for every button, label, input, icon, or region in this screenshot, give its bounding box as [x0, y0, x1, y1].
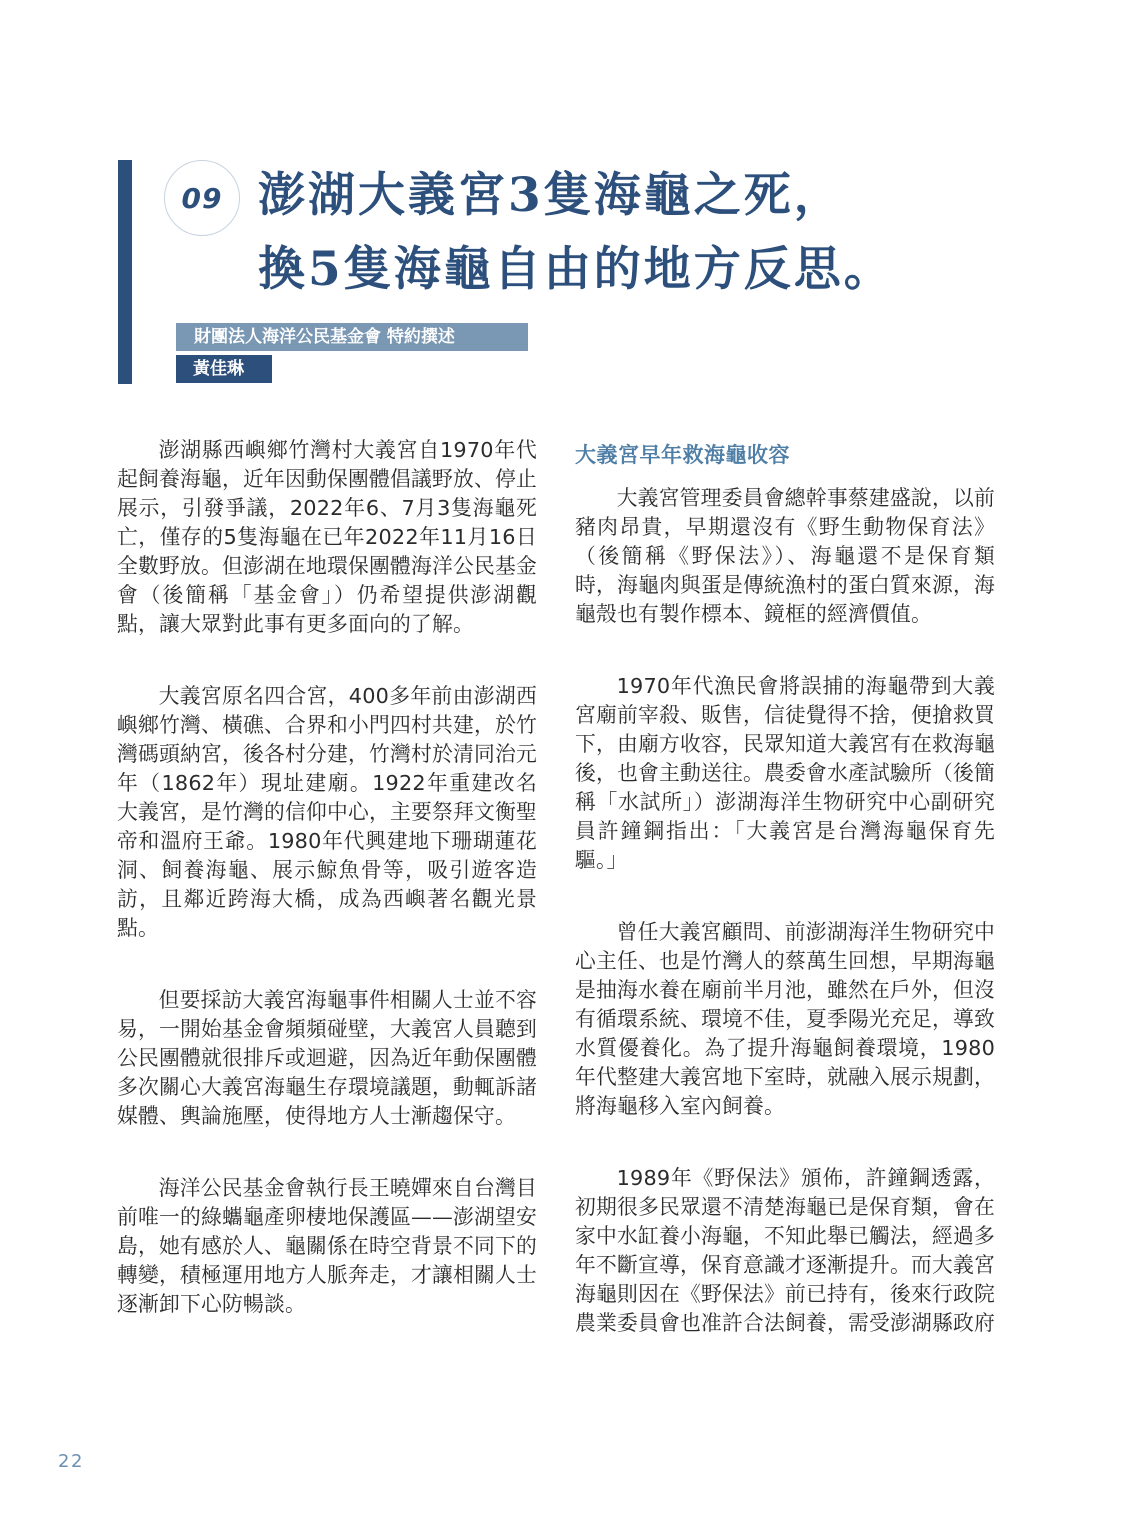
right-text-column: [575, 436, 995, 1381]
page-number: 22: [58, 1451, 84, 1472]
article-title-line-2: 換5隻海龜自由的地方反思。: [258, 242, 894, 297]
body-paragraph: 1970年代漁民會將誤捕的海龜帶到大義宮廟前宰殺、販售，信徒覺得不捨，便搶救買下，由廟方收容，民眾知道大義宮有在救海龜後，也會主動送往。農委會水產試驗所（後簡稱「水試所」）澎湖海洋生物研究中心副研究員許鐘鋼指出：「大義宮是台灣海龜保育先驅。」: [575, 674, 995, 872]
body-paragraph: 曾任大義宮顧問、前澎湖海洋生物研究中心主任、也是竹灣人的蔡萬生回想，早期海龜是抽海水養在廟前半月池，雖然在戶外，但沒有循環系統、環境不佳，夏季陽光充足，導致水質優養化。為了提升海龜飼養環境，1980年代整建大義宮地下室時，就融入展示規劃，將海龜移入室內飼養。: [575, 920, 995, 1118]
author-organization-label: 財團法人海洋公民基金會 特約撰述: [176, 323, 528, 351]
body-paragraph: 海洋公民基金會執行長王曉嬋來自台灣目前唯一的綠蠵龜產卵棲地保護區——澎湖望安島，她有感於人、龜關係在時空背景不同下的轉變，積極運用地方人脈奔走，才讓相關人士逐漸卸下心防暢談。: [117, 1176, 537, 1316]
article-number: 09: [181, 181, 223, 215]
article-number-badge: [164, 160, 240, 236]
body-paragraph: 大義宮管理委員會總幹事蔡建盛說，以前豬肉昂貴，早期還沒有《野生動物保育法》（後簡稱《野保法》）、海龜還不是保育類時，海龜肉與蛋是傳統漁村的蛋白質來源，海龜殼也有製作標本、鏡框的經濟價值。: [575, 486, 995, 626]
title-accent-bar: [118, 160, 132, 384]
left-text-column: [117, 436, 537, 1362]
article-title-line-1: 澎湖大義宮3隻海龜之死，: [258, 168, 844, 223]
body-paragraph: 澎湖縣西嶼鄉竹灣村大義宮自1970年代起飼養海龜，近年因動保團體倡議野放、停止展示，引發爭議，2022年6、7月3隻海龜死亡，僅存的5隻海龜在已年2022年11月16日全數野放。但澎湖在地環保團體海洋公民基金會（後簡稱「基金會」）仍希望提供澎湖觀點，讓大眾對此事有更多面向的了解。: [117, 438, 537, 636]
body-paragraph: 1989年《野保法》頒佈，許鐘鋼透露，初期很多民眾還不清楚海龜已是保育類，會在家中水缸養小海龜，不知此舉已觸法，經過多年不斷宣導，保育意識才逐漸提升。而大義宮海龜則因在《野保法》前已持有，後來行政院農業委員會也准許合法飼養，需受澎湖縣政府: [575, 1166, 995, 1335]
body-paragraph: 大義宮原名四合宮，400多年前由澎湖西嶼鄉竹灣、橫礁、合界和小門四村共建，於竹灣碼頭納宮，後各村分建，竹灣村於清同治元年（1862年）現址建廟。1922年重建改名大義宮，是竹灣的信仰中心，主要祭拜文衡聖帝和溫府王爺。1980年代興建地下珊瑚蓮花洞、飼養海龜、展示鯨魚骨等，吸引遊客造訪，且鄰近跨海大橋，成為西嶼著名觀光景點。: [117, 684, 537, 940]
body-paragraph: 但要採訪大義宮海龜事件相關人士並不容易，一開始基金會頻頻碰壁，大義宮人員聽到公民團體就很排斥或迴避，因為近年動保團體多次關心大義宮海龜生存環境議題，動輒訴諸媒體、輿論施壓，使得地方人士漸趨保守。: [117, 988, 537, 1128]
author-name-label: 黃佳琳: [176, 355, 272, 383]
section-heading: 大義宮早年救海龜收容: [575, 443, 790, 467]
